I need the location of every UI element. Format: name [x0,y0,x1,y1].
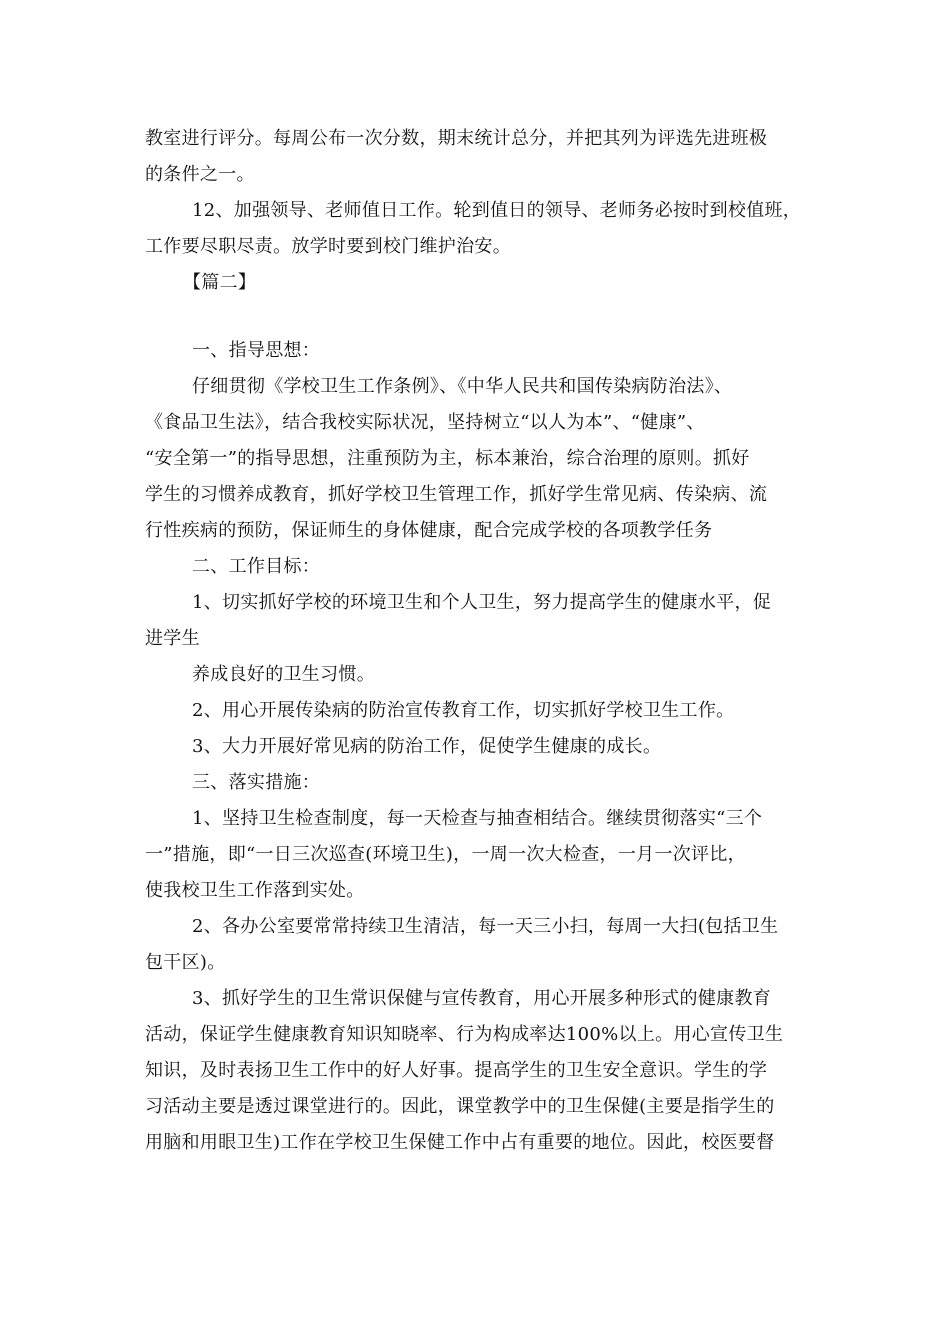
text-line: 一”措施，即“一日三次巡查(环境卫生)，一周一次大检查，一月一次评比， [145,844,746,865]
text-line: 2、用心开展传染病的防治宣传教育工作，切实抓好学校卫生工作。 [192,700,735,721]
text-line: 养成良好的卫生习惯。 [192,664,375,685]
text-line: 习活动主要是透过课堂进行的。因此，课堂教学中的卫生保健(主要是指学生的 [145,1096,775,1117]
text-line: 的条件之一。 [145,164,255,185]
text-line: 1、切实抓好学校的环境卫生和个人卫生，努力提高学生的健康水平，促 [192,592,772,613]
text-line: 3、大力开展好常见病的防治工作，促使学生健康的成长。 [192,736,662,757]
text-line: 活动，保证学生健康教育知识知晓率、行为构成率达100%以上。用心宣传卫生 [145,1024,784,1045]
text-line: 12、加强领导、老师值日工作。轮到值日的领导、老师务必按时到校值班， [192,200,802,221]
text-line: 3、抓好学生的卫生常识保健与宣传教育，用心开展多种形式的健康教育 [192,988,772,1009]
text-line: 包干区)。 [145,952,226,973]
section-heading: 三、落实措施： [192,772,321,793]
text-line: “安全第一”的指导思想，注重预防为主，标本兼治，综合治理的原则。抓好 [145,448,750,469]
text-line: 知识，及时表扬卫生工作中的好人好事。提高学生的卫生安全意识。学生的学 [145,1060,768,1081]
text-line: 进学生 [145,628,200,649]
section-heading: 二、工作目标： [192,556,321,577]
text-line: 1、坚持卫生检查制度，每一天检查与抽查相结合。继续贯彻落实“三个 [192,808,763,829]
text-line: 行性疾病的预防，保证师生的身体健康，配合完成学校的各项教学任务 [145,520,713,541]
text-line: 工作要尽职尽责。放学时要到校门维护治安。 [145,236,511,257]
text-line: 用脑和用眼卫生)工作在学校卫生保健工作中占有重要的地位。因此，校医要督 [145,1132,775,1153]
text-line: 使我校卫生工作落到实处。 [145,880,365,901]
section-heading: 【篇二】 [183,272,257,293]
text-line: 《食品卫生法》，结合我校实际状况，坚持树立“以人为本”、“健康”、 [145,412,705,433]
text-line: 学生的习惯养成教育，抓好学校卫生管理工作，抓好学生常见病、传染病、流 [145,484,768,505]
text-line: 2、各办公室要常常持续卫生清洁，每一天三小扫，每周一大扫(包括卫生 [192,916,779,937]
section-heading: 一、指导思想： [192,340,321,361]
text-line: 教室进行评分。每周公布一次分数，期末统计总分，并把其列为评选先进班极 [145,128,768,149]
text-line: 仔细贯彻《学校卫生工作条例》、《中华人民共和国传染病防治法》、 [192,376,733,397]
